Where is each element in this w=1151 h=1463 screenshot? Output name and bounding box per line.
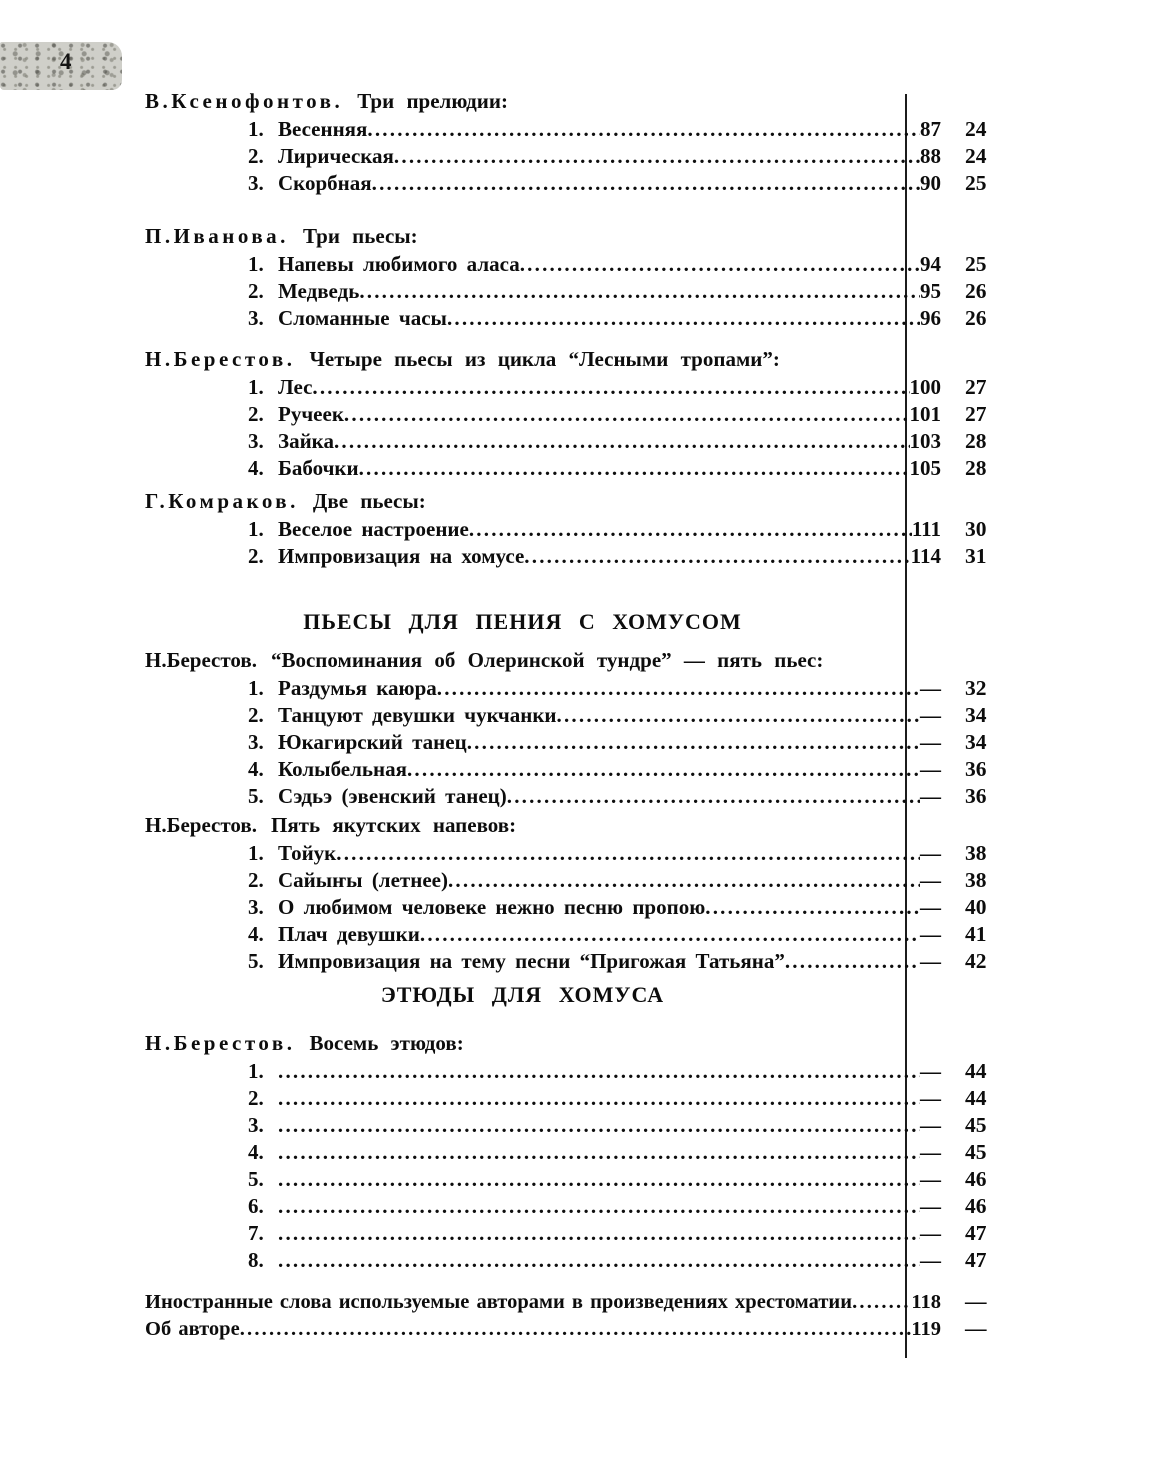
item-title: Весенняя [278,117,368,141]
toc-row [145,116,1005,143]
item-title: Юкагирский танец [278,730,467,754]
item-number: 2. [248,279,264,303]
toc-row [145,921,1005,948]
dot-leader [507,783,920,810]
toc-row [145,1166,1005,1193]
audio-track-number: 38 [965,841,987,865]
composer-name: Н.Берестов. [145,813,257,837]
audio-track-number: 47 [965,1221,987,1245]
category-heading: ЭТЮДЫ ДЛЯ ХОМУСА [380,982,665,1007]
toc-row [145,401,1005,428]
item-number: 4. [248,1140,264,1164]
composer-name: Н.Берестов. [145,648,257,672]
audio-track-number: 45 [965,1113,987,1137]
score-page-number: — [920,841,941,865]
toc-row [145,143,1005,170]
toc-row [145,1058,1005,1085]
item-title: Сломанные часы [278,306,447,330]
audio-track-number: 28 [965,429,987,453]
score-page-number: 88 [920,144,941,168]
item-number: 3. [248,429,264,453]
item-number: 5. [248,949,264,973]
audio-track-number: 44 [965,1086,987,1110]
item-number: 6. [248,1194,264,1218]
score-page-number: 105 [909,456,941,480]
toc-row [145,543,1005,570]
dot-leader [372,170,920,197]
dot-leader [278,1193,920,1220]
composer-heading [145,810,1005,840]
dot-leader [278,1139,920,1166]
section-title: Три прелюдии: [357,89,508,113]
score-page-number: — [920,1194,941,1218]
toc-row [145,428,1005,455]
audio-track-number: 31 [965,544,987,568]
toc-row [145,894,1005,921]
toc-row [145,305,1005,332]
composer-name: В.Ксенофонтов. [145,89,344,113]
section-title: Пять якутских напевов: [270,813,517,837]
item-title: Лес [278,375,313,399]
dot-leader [359,455,910,482]
item-title: Ручеек [278,402,344,426]
item-title: Тойук [278,841,337,865]
toc-row [145,783,1005,810]
item-number: 3. [248,306,264,330]
item-title: Об авторе [145,1318,240,1340]
item-title: Плач девушки [278,922,420,946]
score-page-number: — [920,1059,941,1083]
composer-name: Н.Берестов. [145,347,296,371]
composer-heading [145,1028,1005,1058]
item-title: Танцуют девушки чукчанки [278,703,557,727]
dot-leader [785,948,920,975]
item-number: 4. [248,456,264,480]
audio-track-number: — [965,1289,987,1313]
composer-name: П.Иванова. [145,224,289,248]
toc-row [145,867,1005,894]
item-number: 1. [248,375,264,399]
section-title: Восемь этюдов: [309,1031,464,1055]
dot-leader [367,116,920,143]
item-number: 2. [248,703,264,727]
item-title: Импровизация на хомусе [278,544,525,568]
score-page-number: 103 [909,429,941,453]
score-page-number: — [920,730,941,754]
dot-leader [437,675,920,702]
dot-leader [448,867,920,894]
composer-heading [145,344,1005,374]
item-number: 1. [248,252,264,276]
toc-row [145,1288,1005,1315]
toc-row [145,516,1005,543]
item-title: Раздумья каюра [278,676,437,700]
dot-leader [469,516,912,543]
toc-content [145,86,1005,1342]
item-title: Медведь [278,279,360,303]
item-number: 1. [248,1059,264,1083]
toc-row [145,702,1005,729]
toc-row [145,1247,1005,1274]
dot-leader [240,1316,912,1343]
composer-name: Н.Берестов. [145,1031,296,1055]
toc-row [145,840,1005,867]
audio-track-number: 27 [965,375,987,399]
audio-track-number: 36 [965,757,987,781]
toc-row [145,1085,1005,1112]
audio-track-number: 24 [965,144,987,168]
dot-leader [334,428,910,455]
item-number: 2. [248,544,264,568]
audio-track-number: 34 [965,730,987,754]
toc-row [145,1139,1005,1166]
item-title: Скорбная [278,171,372,195]
audio-track-number: 25 [965,171,987,195]
composer-heading [145,221,1005,251]
audio-track-number: 34 [965,703,987,727]
score-page-number: — [920,1248,941,1272]
audio-track-number: 45 [965,1140,987,1164]
item-title: Импровизация на тему песни “Пригожая Татьяна” [278,949,785,973]
audio-track-number: — [965,1316,987,1340]
dot-leader [336,840,920,867]
item-number: 1. [248,676,264,700]
audio-track-number: 24 [965,117,987,141]
page-number: 4 [60,49,72,74]
audio-track-number: 30 [965,517,987,541]
item-number: 1. [248,517,264,541]
dot-leader [852,1289,911,1316]
composer-heading [145,645,1005,675]
item-number: 7. [248,1221,264,1245]
item-number: 5. [248,784,264,808]
composer-heading [145,86,1005,116]
score-page-number: — [920,922,941,946]
dot-leader [407,756,920,783]
item-number: 5. [248,1167,264,1191]
dot-leader [359,278,920,305]
audio-track-number: 38 [965,868,987,892]
item-title: Колыбельная [278,757,407,781]
audio-track-number: 47 [965,1248,987,1272]
score-page-number: — [920,757,941,781]
score-page-number: 111 [911,517,941,541]
score-page-number: — [920,1086,941,1110]
section-title: Две пьесы: [312,489,426,513]
audio-track-number: 36 [965,784,987,808]
section-title: “Воспоминания об Олеринской тундре” — пять пьес: [270,648,824,672]
score-page-number: 119 [911,1318,941,1340]
toc-row [145,1220,1005,1247]
dot-leader [467,729,920,756]
item-title: Лирическая [278,144,394,168]
score-page-number: — [920,868,941,892]
audio-track-number: 26 [965,279,987,303]
category-heading: ПЬЕСЫ ДЛЯ ПЕНИЯ С ХОМУСОМ [303,609,742,634]
dot-leader [524,543,910,570]
section-title: Три пьесы: [302,224,418,248]
audio-track-number: 40 [965,895,987,919]
score-page-number: 118 [911,1291,941,1313]
audio-track-number: 26 [965,306,987,330]
scan-smudge-band [0,42,122,90]
item-title: Сэдьэ (эвенский танец) [278,784,507,808]
score-page-number: 114 [910,544,941,568]
toc-row [145,455,1005,482]
item-title: Зайка [278,429,334,453]
audio-track-number: 42 [965,949,987,973]
item-number: 3. [248,895,264,919]
score-page-number: 101 [909,402,941,426]
score-page-number: — [920,1167,941,1191]
dot-leader [520,251,920,278]
dot-leader [278,1166,920,1193]
toc-row [145,756,1005,783]
dot-leader [278,1220,920,1247]
dot-leader [557,702,920,729]
audio-track-number: 32 [965,676,987,700]
toc-row [145,251,1005,278]
section-title: Четыре пьесы из цикла “Лесными тропами”: [309,347,780,371]
dot-leader [278,1085,920,1112]
score-page-number: — [920,895,941,919]
toc-row [145,278,1005,305]
item-number: 2. [248,1086,264,1110]
audio-track-number: 28 [965,456,987,480]
item-number: 1. [248,841,264,865]
toc-row [145,374,1005,401]
item-title: Иностранные слова используемые авторами в произведениях хрестоматии [145,1291,853,1313]
toc-row [145,729,1005,756]
score-page-number: — [920,949,941,973]
dot-leader [447,305,920,332]
toc-row [145,675,1005,702]
item-title: Сайыҥы (летнее) [278,868,448,892]
score-page-number: 96 [920,306,941,330]
score-page-number: — [920,1140,941,1164]
audio-track-number: 46 [965,1167,987,1191]
score-page-number: 90 [920,171,941,195]
score-page-number: 87 [920,117,941,141]
score-page-number: — [920,1221,941,1245]
item-number: 3. [248,171,264,195]
dot-leader [394,143,920,170]
toc-row [145,170,1005,197]
score-page-number: — [920,784,941,808]
dot-leader [420,921,920,948]
item-number: 8. [248,1248,264,1272]
dot-leader [278,1112,920,1139]
audio-track-number: 27 [965,402,987,426]
toc-row [145,1193,1005,1220]
dot-leader [705,894,920,921]
audio-track-number: 44 [965,1059,987,1083]
audio-track-number: 25 [965,252,987,276]
item-number: 2. [248,868,264,892]
dot-leader [278,1058,920,1085]
item-number: 2. [248,402,264,426]
item-title: Напевы любимого аласа [278,252,520,276]
composer-name: Г.Комраков. [145,489,299,513]
toc-row [145,1315,1005,1342]
toc-row [145,1112,1005,1139]
score-page-number: 100 [909,375,941,399]
item-number: 4. [248,757,264,781]
score-page-number: 94 [920,252,941,276]
item-title: Бабочки [278,456,359,480]
item-number: 1. [248,117,264,141]
score-page-number: — [920,703,941,727]
item-number: 3. [248,730,264,754]
item-title: О любимом человеке нежно песню пропою [278,895,706,919]
dot-leader [278,1247,920,1274]
item-title: Веселое настроение [278,517,469,541]
dot-leader [312,374,909,401]
score-page-number: — [920,1113,941,1137]
score-page-number: — [920,676,941,700]
toc-row [145,948,1005,975]
dot-leader [344,401,910,428]
score-page-number: 95 [920,279,941,303]
audio-track-number: 46 [965,1194,987,1218]
item-number: 4. [248,922,264,946]
item-number: 2. [248,144,264,168]
audio-track-number: 41 [965,922,987,946]
item-number: 3. [248,1113,264,1137]
composer-heading [145,486,1005,516]
